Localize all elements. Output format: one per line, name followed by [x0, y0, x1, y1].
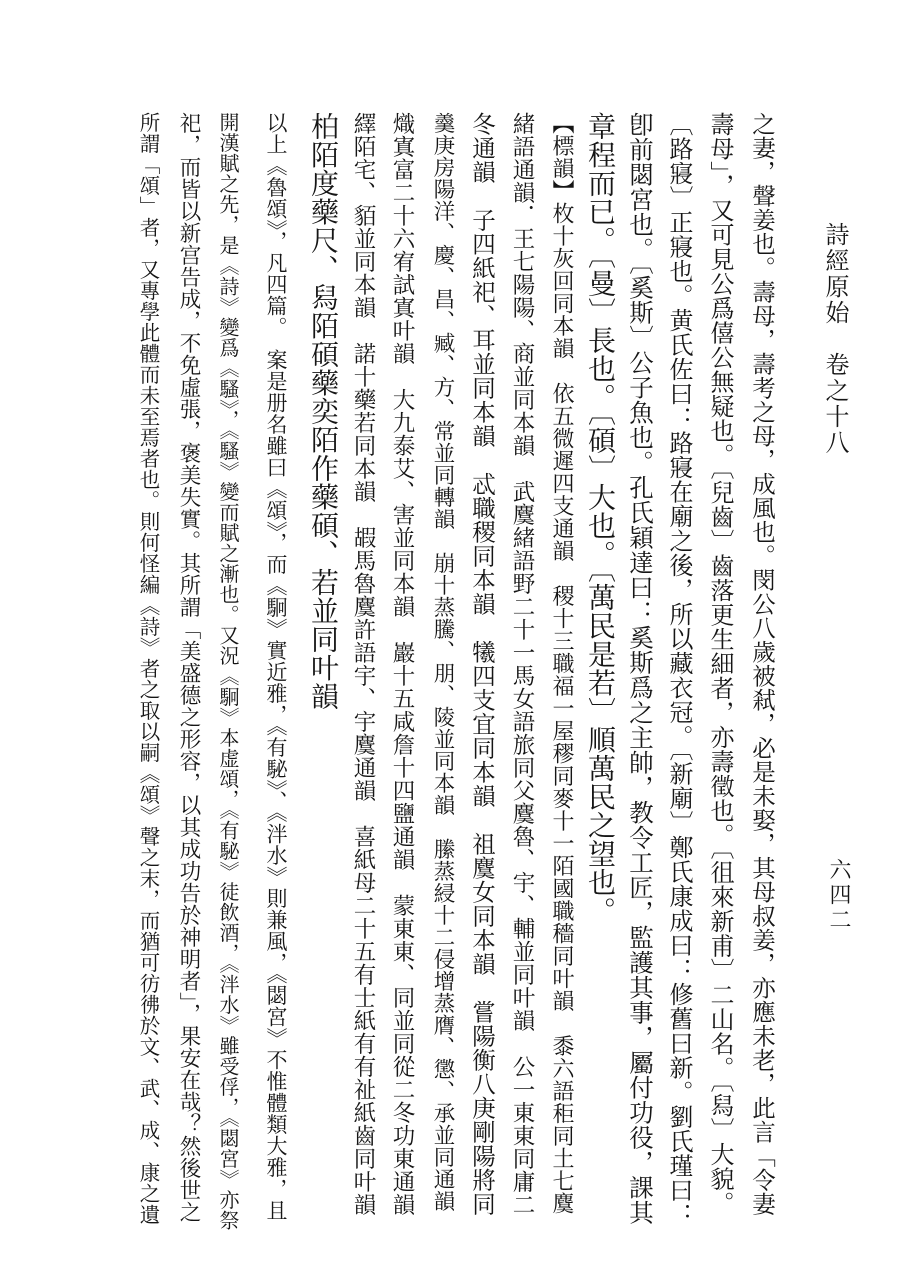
page-number: 六四二 [826, 858, 851, 933]
rhyme-column: 【標韻】枚十灰回同本韻 依五微遲四支通韻 稷十三職福一屋穋同麥十一陌國職穡同叶韻 黍六語秬同土七麌 [549, 112, 574, 1215]
text-column: 之妻，聲姜也。壽母，壽考之母，成風也。閔公八歲被弒，必是未娶，其母叔姜，亦應未老，此言「令妻 [748, 112, 776, 1216]
rhyme-column: 柏陌度藥尺、舄陌碩藥奕陌作藥碩、若並同叶韻 [307, 112, 340, 711]
text-column: 祀，而皆以新宫告成，不免虛張，褒美失實。其所謂「美盛德之形容，以其成功告於神明者」，果安在哉？然後世之 [176, 112, 201, 1224]
rhyme-column: 繹陌宅、貊並同本韻 諾十藥若同本韻 嘏馬魯麌許語宇、宇麌通韻 喜紙母二十五有士紙有有祉紙齒同叶韻 [350, 112, 376, 1216]
summary-column: 以上《魯頌》，凡四篇。 案是册名雖曰《頌》，而《駉》實近雅，《有駜》、《泮水》則兼風，《閟宮》不惟體類大雅，且 [264, 112, 288, 1221]
rhyme-column: 冬通韻 子四紙祀、耳並同本韻 忒職稷同本韻 犧四支宜同本韻 祖麌女同本韻 嘗陽衡八庚剛陽將同 [468, 112, 496, 1216]
text-column: 所謂「頌」者，又專學此體而未至焉者也。則何怪編《詩》者之取以嗣《頌》聲之末，而猶可彷彿於文、武、成、康之遺 [136, 112, 160, 1225]
rhyme-column: 熾寘富二十六宥試寘叶韻 大九泰艾、害並同本韻 巖十五咸詹十四鹽通韻 蒙東東、同並同從二冬功東通韻 [389, 112, 415, 1216]
text-column: 章程而已。〔曼〕長也。〔碩〕大也。〔萬民是若〕順萬民之望也。 [584, 112, 617, 925]
rhyme-column: 羹庚房陽洋、慶、昌、臧、方、常並同轉韻 崩十蒸騰、朋、陵並同本韻 縢蒸綅十二侵增蒸膺、懲、承並同通韻 [430, 112, 455, 1212]
text-column: 開漢賦之先，是《詩》變爲《騷》，《騷》變而賦之漸也。又況《駉》本虚頌，《有駜》徒飲酒，《泮水》雖受俘，《閟宮》亦祭 [216, 112, 240, 1231]
header-title: 詩經原始 卷之十八 [821, 222, 849, 456]
text-column: 卽前閟宮也。〔奚斯〕公子魚也。孔氏穎達曰：奚斯爲之主帥，教令工匠，監護其事，屬付功役，課其 [626, 112, 655, 1225]
text-column: 壽母」，又可見公爲僖公無疑也。〔兒齒〕齒落更生細者，亦壽徵也。〔徂來新甫〕二山名。〔舄〕大貌。 [706, 112, 734, 1216]
text-column: 〔路寢〕正寢也。黄氏佐曰：路寢在廟之後，所以藏衣冠。〔新廟〕鄭氏康成曰：修舊曰新。劉氏瑾曰： [665, 112, 693, 1227]
rhyme-column: 緒語通韻．王七陽陽、商並同本韻 武麌緒語野二十一馬女語旅同父麌魯、宇、輔並同叶韻 公一東東同庸二 [509, 112, 535, 1216]
